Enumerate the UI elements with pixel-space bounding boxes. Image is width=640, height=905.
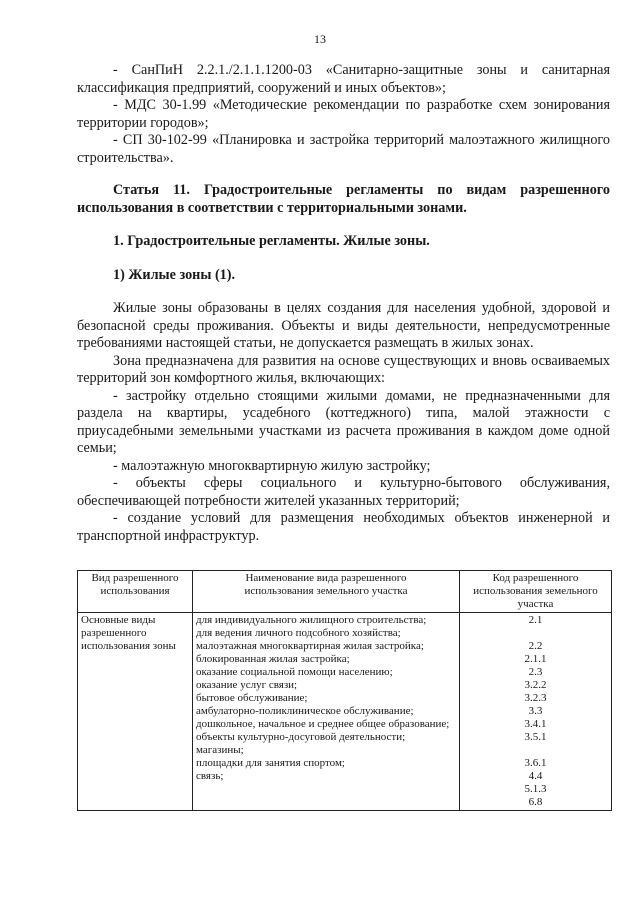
use-name: амбулаторно-поликлиническое обслуживание;	[196, 705, 414, 717]
use-name: объекты культурно-досуговой деятельности;	[196, 731, 406, 743]
name-cell	[193, 613, 460, 811]
list-item: - СанПиН 2.2.1./2.1.1.1200-03 «Санитарно-защитные зоны и санитарная классификация предприятий, сооружений и иных объектов»;	[77, 62, 610, 96]
category-cell: Основные виды разрешенного использования зоны	[78, 613, 193, 811]
use-code: 2.1.1	[524, 653, 547, 665]
article-heading: Статья 11. Градостроительные регламенты по видам разрешенного использования в соответствии с территориальными зонами.	[77, 182, 610, 216]
section-heading: 1. Градостроительные регламенты. Жилые зоны.	[113, 233, 430, 249]
use-code: 3.2.3	[524, 692, 547, 704]
use-code: 4.4	[528, 770, 543, 782]
header-cell: Наименование вида разрешенного использования земельного участка	[193, 571, 460, 613]
list-item: - МДС 30-1.99 «Методические рекомендации по разработке схем зонирования территории городов»;	[77, 97, 610, 131]
list-item: - СП 30-102-99 «Планировка и застройка территорий малоэтажного жилищного строительства».	[77, 132, 610, 166]
use-name: для индивидуального жилищного строительства;	[196, 614, 427, 626]
use-code: 3.3	[528, 705, 543, 717]
bullet-item: - создание условий для размещения необходимых объектов инженерной и транспортной инфраструктур.	[77, 510, 610, 544]
header-cell: Код разрешенного использования земельного участка	[460, 571, 612, 613]
use-code: 3.6.1	[524, 757, 547, 769]
subsection-heading: 1) Жилые зоны (1).	[113, 267, 236, 283]
use-code: 3.2.2	[524, 679, 547, 691]
use-name: оказание услуг связи;	[196, 679, 298, 691]
use-name: для ведения личного подсобного хозяйства;	[196, 627, 401, 639]
use-name: бытовое обслуживание;	[196, 692, 308, 704]
table-header-row	[78, 571, 612, 613]
code-cell	[460, 613, 612, 811]
article-block	[77, 182, 610, 217]
paragraph: Зона предназначена для развития на основе существующих и вновь осваиваемых территорий зон комфортного жилья, включающих:	[77, 352, 610, 386]
subsection-block	[77, 267, 610, 285]
use-name: связь;	[196, 770, 224, 782]
use-name: блокированная жилая застройка;	[196, 653, 350, 665]
paragraph: Жилые зоны образованы в целях создания для населения удобной, здоровой и безопасной среды проживания. Объекты и виды деятельности, непредусмотренные требованиями настоящей статьи, не допускается размещать в жилых зонах.	[77, 300, 610, 351]
code-spacer	[463, 744, 608, 757]
use-code: 2.1	[528, 614, 543, 626]
use-code: 3.5.1	[524, 731, 547, 743]
main-text	[77, 300, 610, 545]
bullet-item: - застройку отдельно стоящими жилыми домами, не предназначенными для раздела на квартиры, усадебного (коттеджного) типа, малой этажности с приусадебными земельными участками из расчета проживания в каждом доме одной семьи;	[77, 387, 610, 456]
bullet-item: - объекты сферы социального и культурно-бытового обслуживания, обеспечивающей потребности жителей указанных территорий;	[77, 475, 610, 509]
use-name: дошкольное, начальное и среднее общее образование;	[196, 718, 450, 730]
use-name: малоэтажная многоквартирная жилая застройка;	[196, 640, 424, 652]
use-name: магазины;	[196, 744, 244, 756]
use-name: площадки для занятия спортом;	[196, 757, 345, 769]
regulations-list	[77, 62, 610, 167]
bullet-item: - малоэтажную многоквартирную жилую застройку;	[113, 457, 431, 474]
land-use-table	[77, 570, 612, 811]
page-number: 13	[314, 32, 326, 46]
use-code: 2.3	[528, 666, 543, 678]
use-code: 2.2	[528, 640, 543, 652]
use-code: 3.4.1	[524, 718, 547, 730]
use-name: оказание социальной помощи населению;	[196, 666, 393, 678]
use-code: 5.1.3	[524, 783, 547, 795]
code-spacer	[463, 627, 608, 640]
section-block	[77, 233, 610, 251]
table-row	[78, 613, 612, 811]
use-code: 6.8	[528, 796, 543, 808]
header-cell: Вид разрешенного использования	[78, 571, 193, 613]
